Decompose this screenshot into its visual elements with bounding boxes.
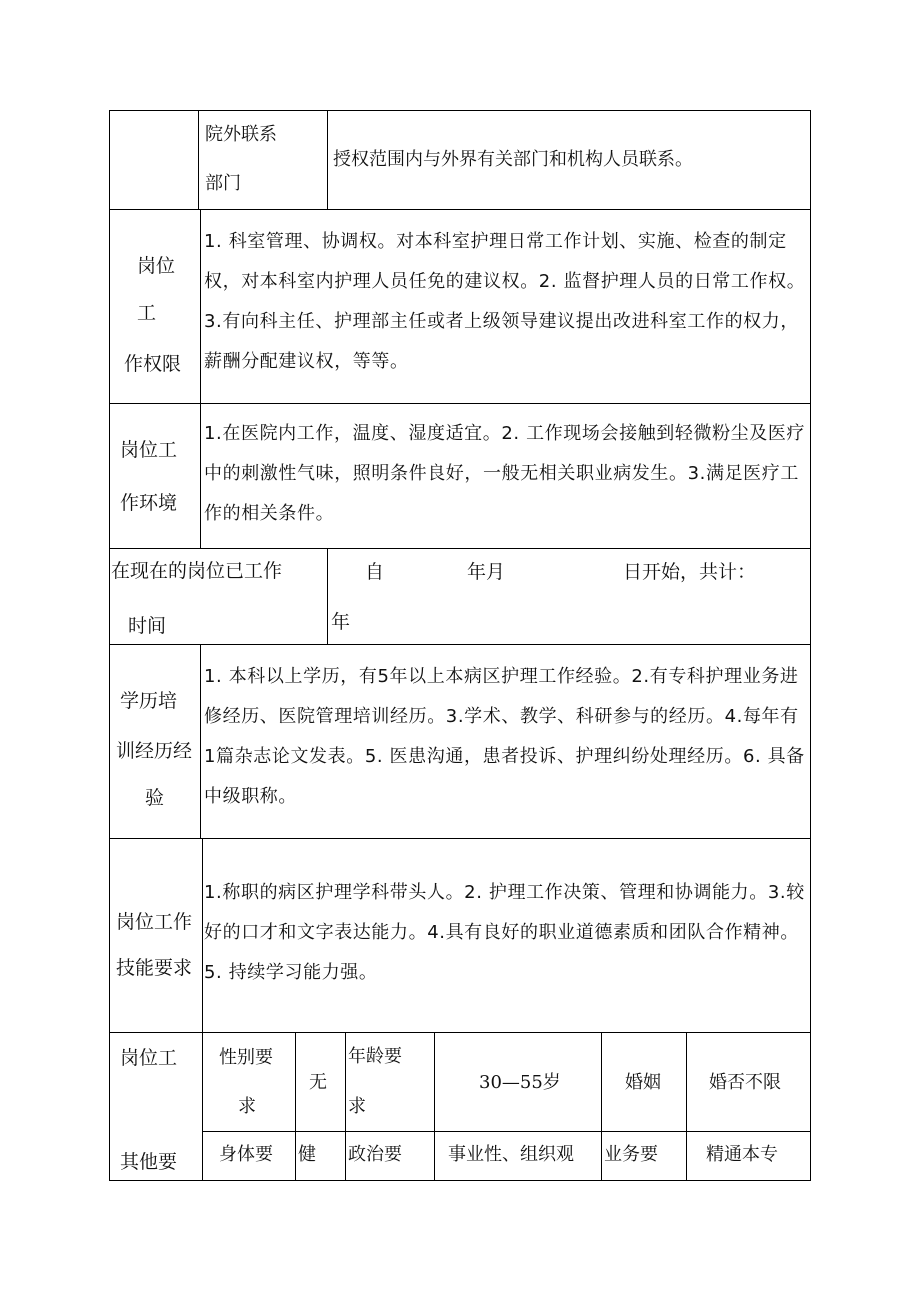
education-content: 1. 本科以上学历，有5年以上本病区护理工作经验。2.有专科护理业务进修经历、医院管理培训经历。3.学术、教学、科研参与的经历。4.每年有1篇杂志论文发表。5. 医患沟通，患者投诉、护理纠纷处理经历。6. 具备中级职称。 xyxy=(204,666,805,807)
marriage-value: 婚否不限 xyxy=(709,1072,781,1093)
table-divider xyxy=(686,1032,687,1181)
table-border-right xyxy=(810,110,811,1181)
education-label-line3: 验 xyxy=(145,787,165,809)
environment-label-line1: 岗位工 xyxy=(120,439,178,461)
business-label: 业务要 xyxy=(604,1144,658,1165)
contact-label-line2: 部门 xyxy=(205,173,241,194)
authority-label-line3: 作权限 xyxy=(124,353,182,375)
contact-content: 授权范围内与外界有关部门和机构人员联系。 xyxy=(333,149,693,170)
table-divider xyxy=(109,838,811,839)
table-divider xyxy=(327,110,328,210)
authority-label-line1: 岗位 xyxy=(137,255,176,277)
health-label: 身体要 xyxy=(219,1144,273,1165)
education-label-line1: 学历培 xyxy=(120,690,178,712)
table-divider xyxy=(109,209,811,210)
health-value: 健 xyxy=(298,1144,316,1165)
skills-label-line1: 岗位工作 xyxy=(116,911,193,933)
environment-label-line2: 作环境 xyxy=(120,492,178,514)
table-divider xyxy=(200,644,201,839)
table-border-top xyxy=(109,110,811,111)
environment-content: 1.在医院内工作，温度、湿度适宜。2. 工作现场会接触到轻微粉尘及医疗中的刺激性气味，照明条件良好，一般无相关职业病发生。3.满足医疗工作的相关条件。 xyxy=(204,423,806,524)
gender-value: 无 xyxy=(309,1072,327,1093)
politics-value: 事业性、组织观 xyxy=(448,1144,574,1165)
table-divider xyxy=(202,838,203,1181)
skills-content: 1.称职的病区护理学科带头人。2. 护理工作决策、管理和协调能力。3.较好的口才和文字表达能力。4.具有良好的职业道德素质和团队合作精神。5. 持续学习能力强。 xyxy=(204,882,805,983)
tenure-day-start: 日开始，共计： xyxy=(623,561,757,583)
tenure-label-line1: 在现在的岗位已工作 xyxy=(111,560,283,582)
table-divider xyxy=(202,1131,811,1132)
table-divider xyxy=(327,548,328,645)
other-label-line2: 其他要 xyxy=(120,1151,178,1173)
business-value: 精通本专 xyxy=(706,1144,778,1165)
table-divider xyxy=(434,1032,435,1181)
gender-label-line2: 求 xyxy=(238,1096,256,1117)
table-divider xyxy=(198,110,199,210)
authority-content: 1. 科室管理、协调权。对本科室护理日常工作计划、实施、检查的制定权，对本科室内护理人员任免的建议权。2. 监督护理人员的日常工作权。3.有向科主任、护理部主任或者上级领导建议提出改进科室工作的权力，薪酬分配建议权，等等。 xyxy=(204,231,806,372)
age-label-line1: 年龄要 xyxy=(348,1046,402,1067)
table-divider xyxy=(109,644,811,645)
tenure-label-line2: 时间 xyxy=(128,615,167,637)
table-divider xyxy=(109,403,811,404)
table-divider xyxy=(109,548,811,549)
tenure-from: 自 xyxy=(365,561,385,583)
gender-label-line1: 性别要 xyxy=(219,1047,273,1068)
table-divider xyxy=(601,1032,602,1181)
politics-label: 政治要 xyxy=(348,1144,402,1165)
education-label-line2: 训经历经 xyxy=(116,740,193,762)
other-label-line1: 岗位工 xyxy=(120,1047,178,1069)
contact-label-line1: 院外联系 xyxy=(205,124,277,145)
table-divider xyxy=(200,209,201,549)
authority-label-line2: 工 xyxy=(137,302,157,324)
tenure-year-month: 年月 xyxy=(467,561,506,583)
table-divider xyxy=(295,1032,296,1181)
age-label-line2: 求 xyxy=(348,1096,366,1117)
age-value: 30—55岁 xyxy=(479,1072,561,1093)
table-divider xyxy=(345,1032,346,1181)
skills-label-line2: 技能要求 xyxy=(116,957,193,979)
table-divider xyxy=(109,1032,811,1033)
table-border-left xyxy=(109,110,110,1181)
table-border-bottom xyxy=(109,1180,811,1181)
tenure-year: 年 xyxy=(331,611,351,633)
marriage-label: 婚姻 xyxy=(625,1072,661,1093)
